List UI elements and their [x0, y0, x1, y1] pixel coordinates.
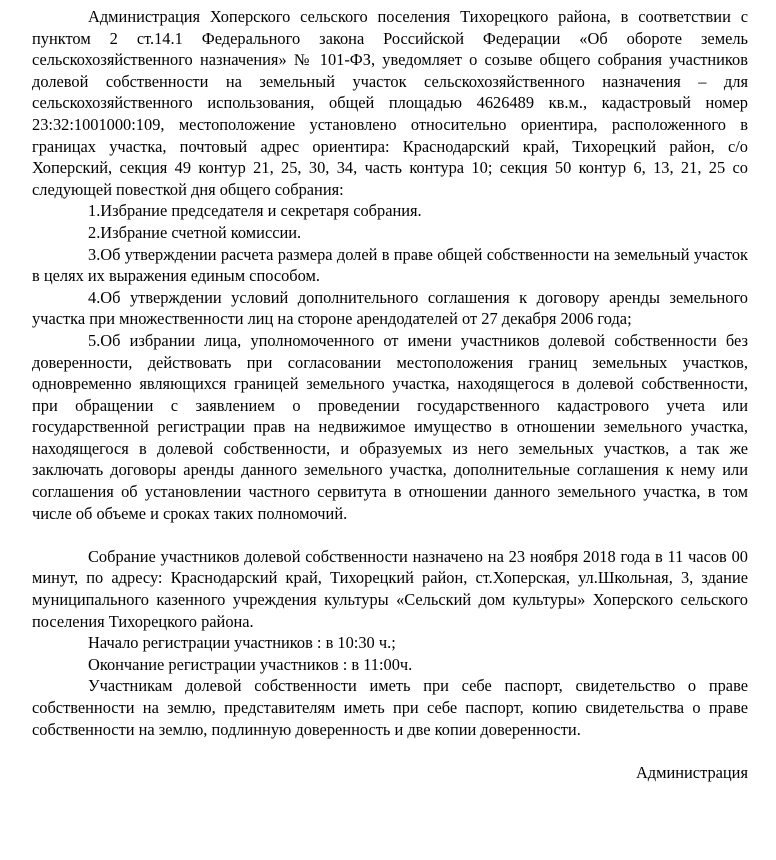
documents-paragraph: Участникам долевой собственности иметь при себе паспорт, свидетельство о праве собственности на землю, представителям иметь при себе паспорт, копию свидетельства о праве собственности на землю, подлинную доверенность и две копии доверенности. — [32, 676, 748, 739]
agenda-item-5: 5.Об избрании лица, уполномоченного от имени участников долевой собственности без доверенности, действовать при согласовании местоположения границ земельных участков, одновременно являющихся границей земельного участка, находящегося в долевой собственности, при обращении с заявлением о проведении государственного кадастрового учета или государственной регистрации прав на недвижимое имущество в отношении земельного участка, находящегося в долевой собственности, и образуемых из него земельных участков, а так же заключать договоры аренды данного земельного участка, дополнительные соглашения к нему или соглашения об установлении частного сервитута в отношении данного земельного участка, в том числе об объеме и сроках таких полномочий. — [32, 330, 748, 523]
meeting-paragraph: Собрание участников долевой собственности назначено на 23 ноября 2018 года в 11 часов 00 минут, по адресу: Краснодарский край, Тихорецкий район, ст.Хоперская, ул.Школьная, 3, здание муниципального казенного учреждения культуры «Сельский дом культуры» Хоперского сельского поселения Тихорецкого района. — [32, 546, 748, 631]
signature: Администрация — [635, 762, 748, 782]
registration-start: Начало регистрации участников : в 10:30 ч.; — [88, 633, 396, 653]
notice-document — [32, 6, 748, 783]
agenda-item-4: 4.Об утверждении условий дополнительного соглашения к договору аренды земельного участка при множественности лиц на стороне арендодателей от 27 декабря 2006 года; — [32, 287, 748, 329]
agenda-item-1: 1.Избрание председателя и секретаря собрания. — [88, 201, 422, 221]
agenda-item-2: 2.Избрание счетной комиссии. — [88, 222, 302, 242]
agenda-item-3: 3.Об утверждении расчета размера долей в праве общей собственности на земельный участок в целях их выражения единым способом. — [32, 244, 748, 286]
registration-end: Окончание регистрации участников : в 11:00ч. — [88, 654, 413, 674]
intro-paragraph: Администрация Хоперского сельского поселения Тихорецкого района, в соответствии с пунктом 2 ст.14.1 Федерального закона Российской Федерации «Об обороте земель сельскохозяйственного назначения» № 101-ФЗ, уведомляет о созыве общего собрания участников долевой собственности на земельный участок сельскохозяйственного назначения – для сельскохозяйственного использования, общей площадью 4626489 кв.м., кадастровый номер 23:32:1001000:109, местоположение установлено относительно ориентира, расположенного в границах участка, почтовый адрес ориентира: Краснодарский край, Тихорецкий район, с/о Хоперский, секция 49 контур 21, 25, 30, 34, часть контура 10; секция 50 контур 6, 13, 21, 25 со следующей повесткой дня общего собрания: — [32, 7, 748, 199]
